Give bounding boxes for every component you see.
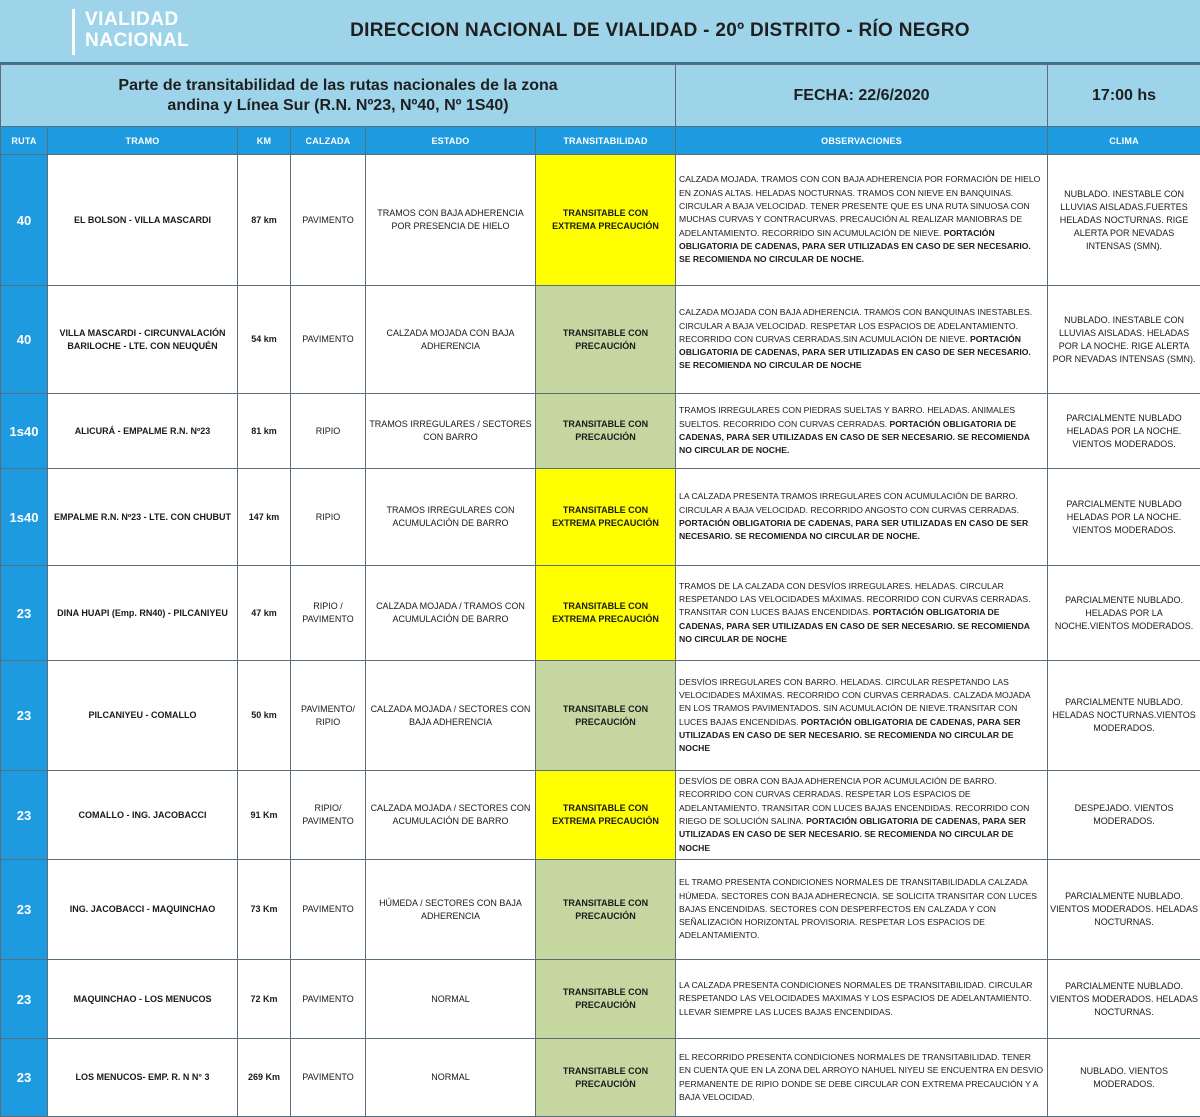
report-description [1,65,676,127]
cell-calzada: PAVIMENTO/ RIPIO [291,661,366,771]
cell-ruta: 23 [1,1039,48,1117]
observaciones-text: DESVÍOS IRREGULARES CON BARRO. HELADAS. CIRCULAR RESPETANDO LAS VELOCIDADES MÁXIMAS. RECORRIDO CON CURVAS CERRADAS. CALZADA MOJADA EN LOS TRAMOS PAVIMENTADOS. SIN ACUMULACIÓN DE NIEVE.TRANSITAR CON LUCES BAJAS ENCENDIDAS. [679,677,1030,727]
col-km: KM [238,127,291,155]
cell-transitabilidad: TRANSITABLE CON EXTREMA PRECAUCIÓN [536,469,676,566]
cell-observaciones [676,155,1048,286]
col-clima: CLIMA [1048,127,1200,155]
cell-clima: PARCIALMENTE NUBLADO HELADAS POR LA NOCHE. VIENTOS MODERADOS. [1048,394,1200,469]
cell-transitabilidad: TRANSITABLE CON EXTREMA PRECAUCIÓN [536,566,676,661]
cell-ruta: 23 [1,661,48,771]
cell-calzada: PAVIMENTO [291,1039,366,1117]
col-observaciones: OBSERVACIONES [676,127,1048,155]
road-status-table [0,64,1200,1117]
cell-transitabilidad: TRANSITABLE CON EXTREMA PRECAUCIÓN [536,771,676,860]
cell-ruta: 23 [1,771,48,860]
cell-calzada: PAVIMENTO [291,155,366,286]
cell-estado: NORMAL [366,960,536,1039]
cell-tramo: DINA HUAPI (Emp. RN40) - PILCANIYEU [48,566,238,661]
col-ruta: RUTA [1,127,48,155]
table-body [1,155,1200,1117]
observaciones-bold-text: PORTACIÓN OBLIGATORIA DE CADENAS, PARA SER UTILIZADAS EN CASO DE SER NECESARIO. SE RECOMIENDA NO CIRCULAR DE NOCHE [679,334,1031,371]
cell-transitabilidad: TRANSITABLE CON PRECAUCIÓN [536,860,676,960]
observaciones-bold-text: PORTACIÓN OBLIGATORIA DE CADENAS, PARA SER UTILIZADAS EN CASO DE SER NECESARIO. SE RECOMIENDA NO CIRCULAR DE NOCHE. [679,419,1030,456]
logo-line-1: VIALIDAD [85,9,189,30]
cell-clima: DESPEJADO. VIENTOS MODERADOS. [1048,771,1200,860]
report-description-line-2: andina y Línea Sur (R.N. Nº23, Nº40, Nº 1S40) [41,96,635,116]
observaciones-bold-text: PORTACIÓN OBLIGATORIA DE CADENAS, PARA SER UTILIZADAS EN CASO DE SER NECESARIO. SE RECOMIENDA NO CIRCULAR DE NOCHE [679,717,1021,754]
table-row [1,155,1200,286]
observaciones-text: TRAMOS DE LA CALZADA CON DESVÍOS IRREGULARES. HELADAS. CIRCULAR RESPETANDO LAS VELOCIDADES MÁXIMAS. RECORRIDO CON CURVAS CERRADAS. TRANSITAR CON LUCES BAJAS ENCENDIDAS. [679,581,1030,618]
table-row [1,469,1200,566]
observaciones-bold-text: PORTACIÓN OBLIGATORIA DE CADENAS, PARA SER UTILIZADAS EN CASO DE SER NECESARIO. SE RECOMIENDA NO CIRCULAR DE NOCHE [679,816,1026,853]
observaciones-text: EL TRAMO PRESENTA CONDICIONES NORMALES DE TRANSITABILIDADLA CALZADA HÚMEDA. SECTORES CON BAJA ADHERECNCIA. SE SOLICITA TRANSITAR CON LUCES BAJAS ENCENDIDAS. SECTORES CON DESPERFECTOS EN CALZADA Y CON SEÑALIZACIÓN HORIZONTAL PROVISORIA. RESPETAR LOS ESPACIOS DE ADELANTAMIENTO. [679,877,1037,940]
cell-observaciones [676,286,1048,394]
cell-estado: CALZADA MOJADA / SECTORES CON ACUMULACIÓN DE BARRO [366,771,536,860]
cell-clima: PARCIALMENTE NUBLADO HELADAS POR LA NOCHE. VIENTOS MODERADOS. [1048,469,1200,566]
cell-clima: NUBLADO. INESTABLE CON LLUVIAS AISLADAS.FUERTES HELADAS NOCTURNAS. RIGE ALERTA POR NEVADAS INTENSAS (SMN). [1048,155,1200,286]
cell-transitabilidad: TRANSITABLE CON PRECAUCIÓN [536,661,676,771]
table-row [1,661,1200,771]
cell-estado: NORMAL [366,1039,536,1117]
cell-tramo: EMPALME R.N. Nº23 - LTE. CON CHUBUT [48,469,238,566]
observaciones-text: CALZADA MOJADA CON BAJA ADHERENCIA. TRAMOS CON BANQUINAS INESTABLES. CIRCULAR A BAJA VELOCIDAD. RESPETAR LOS ESPACIOS DE ADELANTAMIENTO. RECORRIDO CON CURVAS CERRADAS.SIN ACUMULACIÓN DE NIEVE. [679,307,1032,344]
top-banner [0,0,1200,64]
cell-calzada: PAVIMENTO [291,860,366,960]
cell-observaciones [676,469,1048,566]
logo-line-2: NACIONAL [85,30,189,51]
observaciones-bold-text: PORTACIÓN OBLIGATORIA DE CADENAS, PARA SER UTILIZADAS EN CASO DE SER NECESARIO. SE RECOMIENDA NO CIRCULAR DE NOCHE. [679,228,1031,265]
observaciones-text: LA CALZADA PRESENTA CONDICIONES NORMALES DE TRANSITABILIDAD. CIRCULAR RESPETANDO LAS VELOCIDADES MAXIMAS Y LOS ESPACIOS DE ADELANTAMIENTO. LLEVAR SIEMPRE LAS LUCES BAJAS ENCENDIDAS. [679,980,1032,1017]
cell-calzada: PAVIMENTO [291,286,366,394]
page-title: DIRECCION NACIONAL DE VIALIDAD - 20º DISTRITO - RÍO NEGRO [250,20,1070,42]
cell-km: 54 km [238,286,291,394]
cell-calzada: RIPIO / PAVIMENTO [291,566,366,661]
cell-clima: PARCIALMENTE NUBLADO. VIENTOS MODERADOS. HELADAS NOCTURNAS. [1048,860,1200,960]
table-row [1,286,1200,394]
cell-tramo: MAQUINCHAO - LOS MENUCOS [48,960,238,1039]
observaciones-bold-text: PORTACIÓN OBLIGATORIA DE CADENAS, PARA SER UTILIZADAS EN CASO DE SER NECESARIO. SE RECOMIENDA NO CIRCULAR DE NOCHE. [679,518,1028,541]
cell-clima: PARCIALMENTE NUBLADO. VIENTOS MODERADOS. HELADAS NOCTURNAS. [1048,960,1200,1039]
col-calzada: CALZADA [291,127,366,155]
report-date: FECHA: 22/6/2020 [676,65,1048,127]
cell-tramo: COMALLO - ING. JACOBACCI [48,771,238,860]
cell-observaciones [676,860,1048,960]
cell-estado: TRAMOS IRREGULARES CON ACUMULACIÓN DE BARRO [366,469,536,566]
report-time: 17:00 hs [1048,65,1200,127]
cell-clima: PARCIALMENTE NUBLADO. HELADAS NOCTURNAS.VIENTOS MODERADOS. [1048,661,1200,771]
cell-calzada: RIPIO [291,394,366,469]
table-row [1,394,1200,469]
table-row [1,860,1200,960]
cell-clima: NUBLADO. VIENTOS MODERADOS. [1048,1039,1200,1117]
observaciones-bold-text: PORTACIÓN OBLIGATORIA DE CADENAS, PARA SER UTILIZADAS EN CASO DE SER NECESARIO. SE RECOMIENDA NO CIRCULAR DE NOCHE [679,607,1030,644]
cell-ruta: 23 [1,960,48,1039]
cell-calzada: RIPIO/ PAVIMENTO [291,771,366,860]
cell-observaciones [676,566,1048,661]
observaciones-text: DESVÍOS DE OBRA CON BAJA ADHERENCIA POR ACUMULACIÓN DE BARRO. RECORRIDO CON CURVAS CERRADAS. RESPETAR LOS ESPACIOS DE ADELANTAMIENTO. TRANSITAR CON LUCES BAJAS ENCENDIDAS. RECORRIDO CON RIEGO DE SOLUCIÓN SALINA. [679,776,1029,826]
cell-observaciones [676,1039,1048,1117]
cell-observaciones [676,661,1048,771]
observaciones-text: CALZADA MOJADA. TRAMOS CON CON BAJA ADHERENCIA POR FORMACIÓN DE HIELO EN ZONAS ALTAS. HELADAS NOCTURNAS. TRAMOS CON NIEVE EN BANQUINAS. CIRCULAR A BAJA VELOCIDAD. TENER PRESENTE QUE ES UNA RUTA SINUOSA CON MUCHAS CURVAS Y CONTRACURVAS. PRECAUCIÓN AL REALIZAR MANIOBRAS DE ADELANTAMIENTO. RECORRIDO SIN ACUMULACIÓN DE NIEVE. [679,174,1040,237]
cell-km: 87 km [238,155,291,286]
cell-calzada: RIPIO [291,469,366,566]
cell-ruta: 40 [1,155,48,286]
cell-km: 47 km [238,566,291,661]
cell-ruta: 1s40 [1,469,48,566]
col-transitabilidad: TRANSITABILIDAD [536,127,676,155]
cell-ruta: 23 [1,860,48,960]
report-subheader [1,65,1200,127]
cell-km: 73 Km [238,860,291,960]
cell-ruta: 40 [1,286,48,394]
cell-transitabilidad: TRANSITABLE CON PRECAUCIÓN [536,960,676,1039]
cell-ruta: 23 [1,566,48,661]
cell-ruta: 1s40 [1,394,48,469]
cell-tramo: VILLA MASCARDI - CIRCUNVALACIÓN BARILOCHE - LTE. CON NEUQUÉN [48,286,238,394]
report-description-line-1: Parte de transitabilidad de las rutas nacionales de la zona [41,76,635,96]
cell-estado: CALZADA MOJADA CON BAJA ADHERENCIA [366,286,536,394]
table-row [1,771,1200,860]
cell-tramo: EL BOLSON - VILLA MASCARDI [48,155,238,286]
cell-km: 50 km [238,661,291,771]
cell-estado: TRAMOS CON BAJA ADHERENCIA POR PRESENCIA DE HIELO [366,155,536,286]
cell-clima: PARCIALMENTE NUBLADO. HELADAS POR LA NOCHE.VIENTOS MODERADOS. [1048,566,1200,661]
table-row [1,960,1200,1039]
cell-tramo: ALICURÁ - EMPALME R.N. Nº23 [48,394,238,469]
cell-km: 269 Km [238,1039,291,1117]
column-headers [1,127,1200,155]
cell-tramo: ING. JACOBACCI - MAQUINCHAO [48,860,238,960]
cell-tramo: PILCANIYEU - COMALLO [48,661,238,771]
observaciones-text: LA CALZADA PRESENTA TRAMOS IRREGULARES CON ACUMULACIÓN DE BARRO. CIRCULAR A BAJA VELOCIDAD. RECORRIDO ANGOSTO CON CURVAS CERRADAS. [679,491,1019,514]
cell-observaciones [676,960,1048,1039]
vialidad-nacional-logo [72,9,189,55]
cell-transitabilidad: TRANSITABLE CON PRECAUCIÓN [536,394,676,469]
col-tramo: TRAMO [48,127,238,155]
cell-observaciones [676,394,1048,469]
cell-transitabilidad: TRANSITABLE CON EXTREMA PRECAUCIÓN [536,155,676,286]
cell-clima: NUBLADO. INESTABLE CON LLUVIAS AISLADAS. HELADAS POR LA NOCHE. RIGE ALERTA POR NEVADAS INTENSAS (SMN). [1048,286,1200,394]
cell-estado: CALZADA MOJADA / TRAMOS CON ACUMULACIÓN DE BARRO [366,566,536,661]
cell-observaciones [676,771,1048,860]
cell-estado: TRAMOS IRREGULARES / SECTORES CON BARRO [366,394,536,469]
cell-estado: HÚMEDA / SECTORES CON BAJA ADHERENCIA [366,860,536,960]
cell-transitabilidad: TRANSITABLE CON PRECAUCIÓN [536,1039,676,1117]
table-row [1,1039,1200,1117]
cell-transitabilidad: TRANSITABLE CON PRECAUCIÓN [536,286,676,394]
cell-km: 147 km [238,469,291,566]
table-row [1,566,1200,661]
cell-km: 91 Km [238,771,291,860]
cell-calzada: PAVIMENTO [291,960,366,1039]
cell-tramo: LOS MENUCOS- EMP. R. N N° 3 [48,1039,238,1117]
cell-km: 72 Km [238,960,291,1039]
observaciones-text: EL RECORRIDO PRESENTA CONDICIONES NORMALES DE TRANSITABILIDAD. TENER EN CUENTA QUE EN LA ZONA DEL ARROYO NAHUEL NIYEU SE ENCUENTRA EN DESVIO PERMANENTE DE RIPIO DONDE SE DEBE CIRCULAR CON EXTREMA PRECAUCIÓN Y A BAJA VELOCIDAD. [679,1052,1043,1102]
cell-estado: CALZADA MOJADA / SECTORES CON BAJA ADHERENCIA [366,661,536,771]
cell-km: 81 km [238,394,291,469]
col-estado: ESTADO [366,127,536,155]
observaciones-text: TRAMOS IRREGULARES CON PIEDRAS SUELTAS Y BARRO. HELADAS. ANIMALES SUELTOS. RECORRIDO CON CURVAS CERRADAS. [679,405,1015,428]
